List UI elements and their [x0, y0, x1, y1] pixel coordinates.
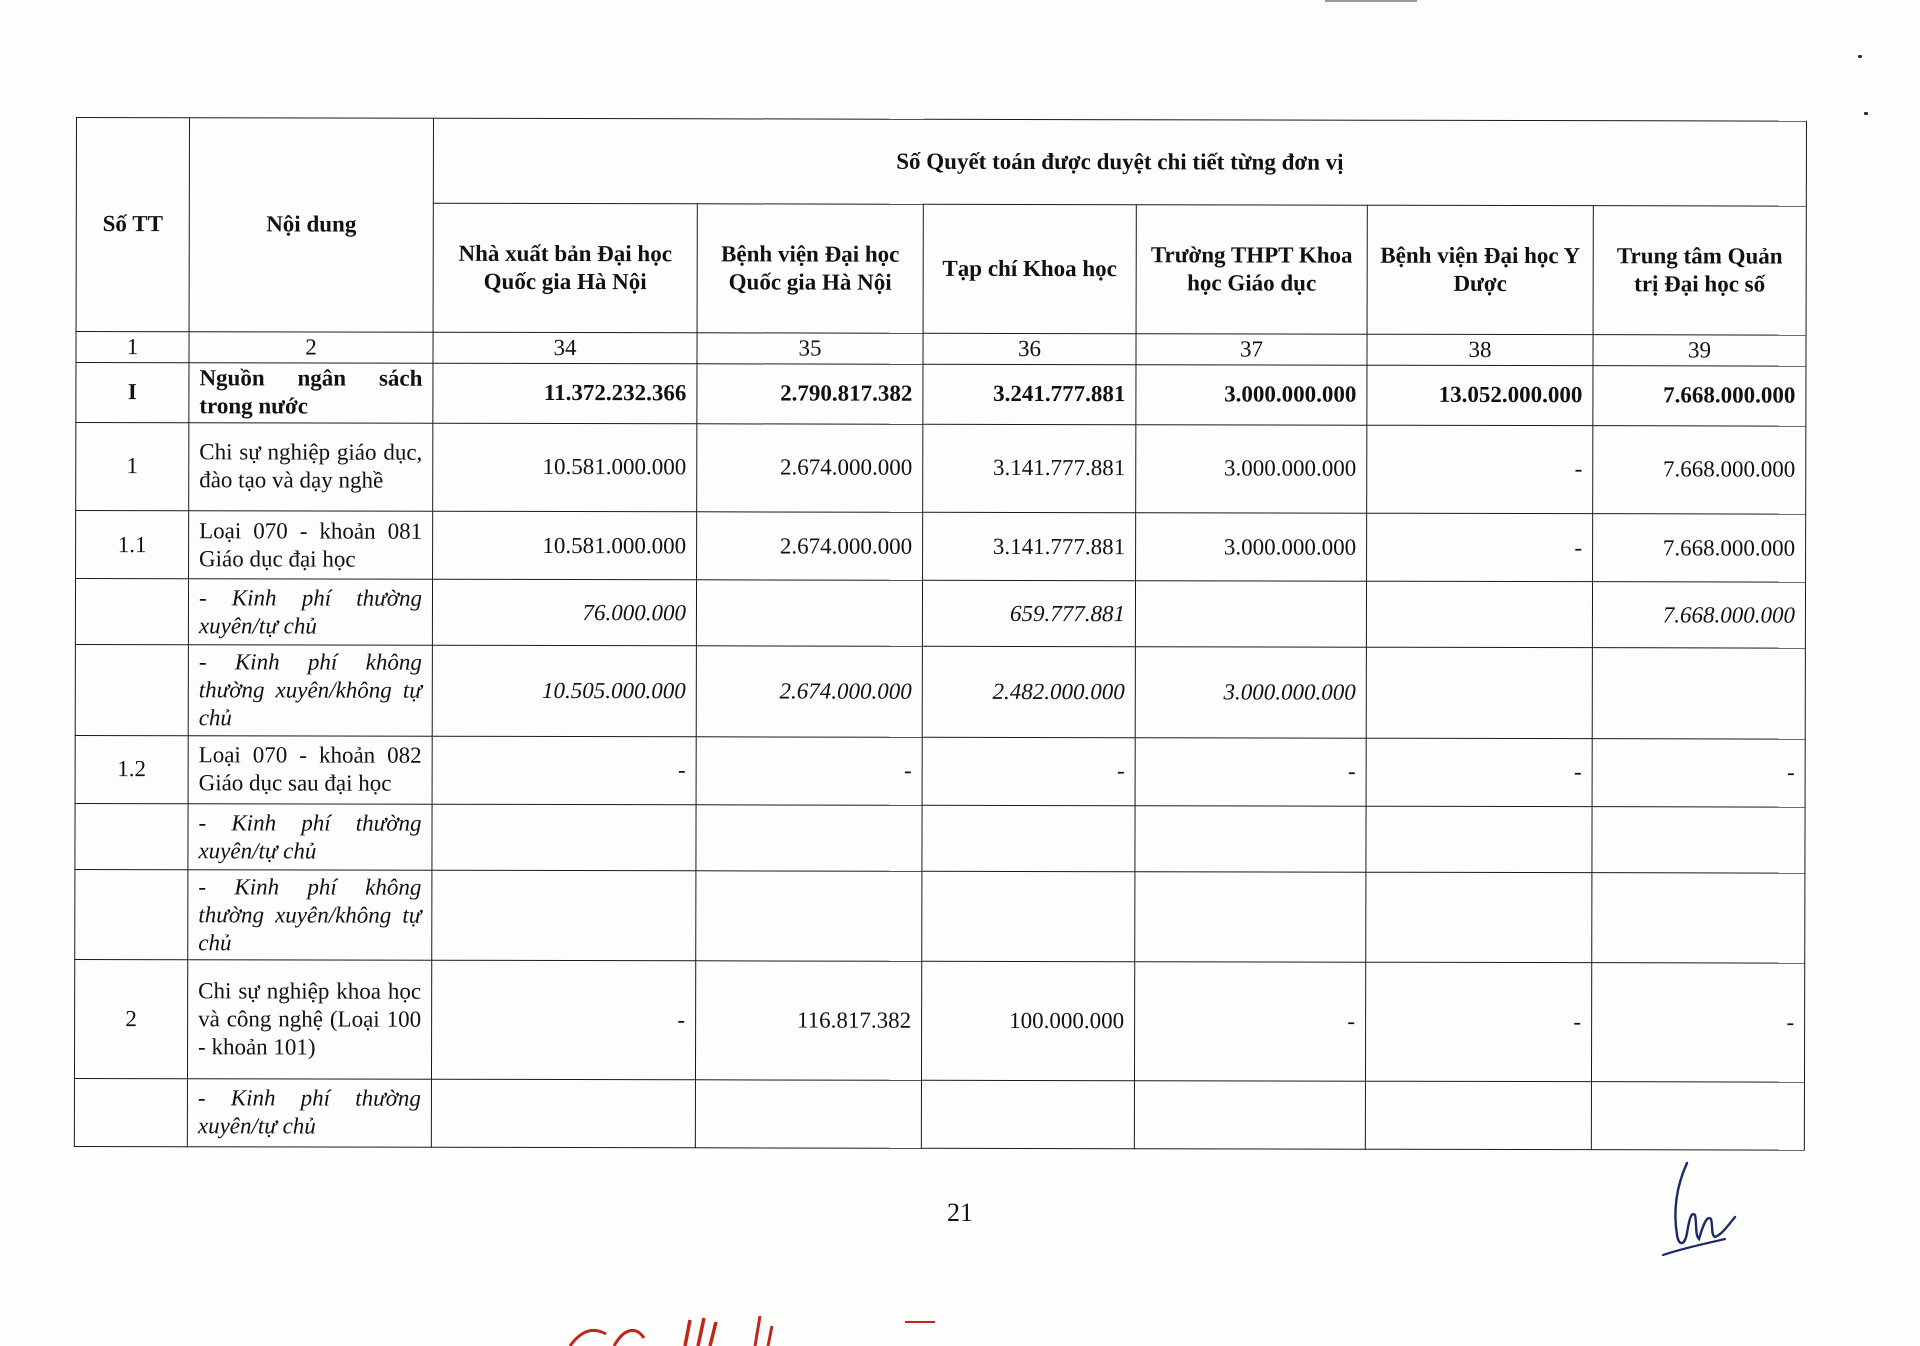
column-number: 39 — [1593, 334, 1806, 366]
row-value: 3.000.000.000 — [1136, 513, 1367, 582]
row-content: - Kinh phí thường xuyên/tự chủ — [188, 579, 432, 646]
column-number: 35 — [697, 332, 923, 364]
row-value — [696, 805, 922, 872]
row-value — [695, 1079, 921, 1148]
row-stt: 2 — [74, 960, 187, 1079]
header-unit: Trường THPT Khoa học Giáo dục — [1136, 205, 1367, 334]
row-value: 2.790.817.382 — [697, 363, 923, 424]
row-stt: I — [76, 362, 189, 422]
row-stt — [74, 1078, 187, 1147]
row-content: - Kinh phí không thường xuyên/không tự chủ — [188, 870, 432, 961]
row-value: 3.141.777.881 — [923, 512, 1136, 581]
row-stt: 1.2 — [75, 735, 188, 803]
header-content: Nội dung — [189, 118, 433, 332]
row-value — [1366, 806, 1592, 873]
row-value: 3.000.000.000 — [1136, 425, 1367, 514]
row-value: 10.581.000.000 — [433, 511, 697, 580]
row-value: 3.000.000.000 — [1136, 364, 1367, 425]
row-content: - Kinh phí thường xuyên/tự chủ — [188, 804, 432, 871]
row-content: Loại 070 - khoản 082 Giáo dục sau đại học — [188, 735, 432, 804]
table-row — [76, 362, 1806, 426]
table-row — [75, 735, 1805, 807]
row-value: - — [1135, 737, 1366, 806]
row-value — [1365, 1081, 1591, 1150]
red-stamp-fragment — [540, 1312, 960, 1346]
row-value — [921, 1080, 1134, 1149]
column-number-row — [76, 331, 1806, 366]
row-content: Loại 070 - khoản 081 Giáo dục đại học — [189, 511, 433, 580]
row-value: - — [1366, 738, 1592, 807]
row-stt — [75, 803, 188, 869]
table-row — [76, 511, 1806, 583]
row-value: 3.000.000.000 — [1135, 647, 1366, 738]
row-content: Chi sự nghiệp khoa học và công nghệ (Loại 100 - khoản 101) — [187, 960, 431, 1079]
header-unit: Trung tâm Quản trị Đại học số — [1593, 206, 1806, 335]
table-row — [75, 870, 1805, 964]
table-row — [75, 803, 1805, 873]
header-unit: Tạp chí Khoa học — [923, 205, 1136, 334]
row-value: - — [696, 737, 922, 806]
row-value: 11.372.232.366 — [433, 363, 697, 424]
page-number: 21 — [947, 1198, 973, 1227]
column-number: 36 — [923, 333, 1136, 365]
row-value — [1134, 1080, 1365, 1149]
row-value — [431, 1079, 695, 1148]
row-value — [1591, 1081, 1804, 1150]
row-value: - — [1367, 513, 1593, 582]
row-value — [696, 871, 922, 962]
row-value: 7.668.000.000 — [1593, 365, 1806, 426]
row-stt — [75, 579, 188, 645]
row-value — [1135, 872, 1366, 963]
row-value: 116.817.382 — [695, 961, 921, 1080]
row-value: 2.674.000.000 — [697, 424, 923, 513]
row-value — [922, 805, 1135, 872]
table-row — [75, 579, 1805, 649]
row-content: - Kinh phí thường xuyên/tự chủ — [187, 1078, 431, 1147]
row-value — [432, 804, 696, 871]
table-row — [74, 960, 1804, 1082]
table-row — [74, 1078, 1804, 1150]
row-value — [1366, 581, 1592, 648]
row-value: 10.505.000.000 — [432, 646, 696, 737]
row-value: - — [1592, 738, 1805, 807]
table-row — [76, 422, 1806, 514]
settlement-table — [74, 117, 1807, 1151]
table-row — [75, 645, 1805, 739]
row-value: - — [1367, 425, 1593, 514]
header-stt: Số TT — [76, 118, 189, 332]
column-number: 37 — [1136, 333, 1367, 365]
row-value — [1366, 648, 1592, 739]
handwritten-signature — [1655, 1155, 1745, 1265]
row-value: 7.668.000.000 — [1592, 582, 1805, 649]
row-value — [432, 870, 696, 961]
row-value — [1135, 581, 1366, 648]
header-unit: Bệnh viện Đại học Quốc gia Hà Nội — [697, 204, 923, 333]
row-content: - Kinh phí không thường xuyên/không tự chủ — [188, 645, 432, 736]
row-value: 3.141.777.881 — [923, 424, 1136, 513]
row-value: 10.581.000.000 — [433, 423, 697, 512]
row-value: 7.668.000.000 — [1593, 514, 1806, 583]
column-number: 38 — [1367, 334, 1593, 366]
row-value — [1366, 872, 1592, 963]
row-stt — [75, 645, 188, 735]
scan-speck — [1858, 55, 1862, 58]
row-value: 13.052.000.000 — [1367, 365, 1593, 426]
row-value — [1592, 807, 1805, 874]
column-number: 2 — [189, 331, 433, 363]
row-value: 2.482.000.000 — [922, 647, 1135, 738]
row-value: 2.674.000.000 — [696, 646, 922, 737]
row-value — [1592, 648, 1805, 739]
row-value — [696, 580, 922, 647]
header-unit: Bệnh viện Đại học Y Dược — [1367, 205, 1593, 334]
row-value: 7.668.000.000 — [1593, 426, 1806, 515]
row-value — [922, 871, 1135, 962]
row-value — [1135, 806, 1366, 873]
row-value — [1592, 873, 1805, 964]
row-value: 76.000.000 — [432, 580, 696, 647]
top-edge-mark — [1325, 0, 1417, 2]
row-stt: 1 — [76, 422, 189, 510]
row-stt — [75, 870, 188, 960]
row-value: - — [1134, 962, 1365, 1081]
row-value: 2.674.000.000 — [697, 512, 923, 581]
scan-speck — [1864, 112, 1868, 115]
header-unit: Nhà xuất bản Đại học Quốc gia Hà Nội — [433, 203, 697, 332]
row-value: 659.777.881 — [922, 581, 1135, 648]
row-value: - — [922, 737, 1135, 806]
row-content: Chi sự nghiệp giáo dục, đào tạo và dạy nghề — [189, 423, 433, 512]
row-value: - — [1365, 963, 1591, 1082]
row-value: - — [432, 736, 696, 805]
row-value: - — [431, 961, 695, 1080]
column-number: 1 — [76, 331, 189, 362]
column-number: 34 — [433, 332, 697, 364]
header-group: Số Quyết toán được duyệt chi tiết từng đơn vị — [433, 118, 1806, 206]
row-content: Nguồn ngân sách trong nước — [189, 362, 433, 423]
row-value: 100.000.000 — [921, 962, 1134, 1081]
row-value: - — [1591, 963, 1804, 1082]
row-stt: 1.1 — [76, 511, 189, 579]
row-value: 3.241.777.881 — [923, 364, 1136, 425]
